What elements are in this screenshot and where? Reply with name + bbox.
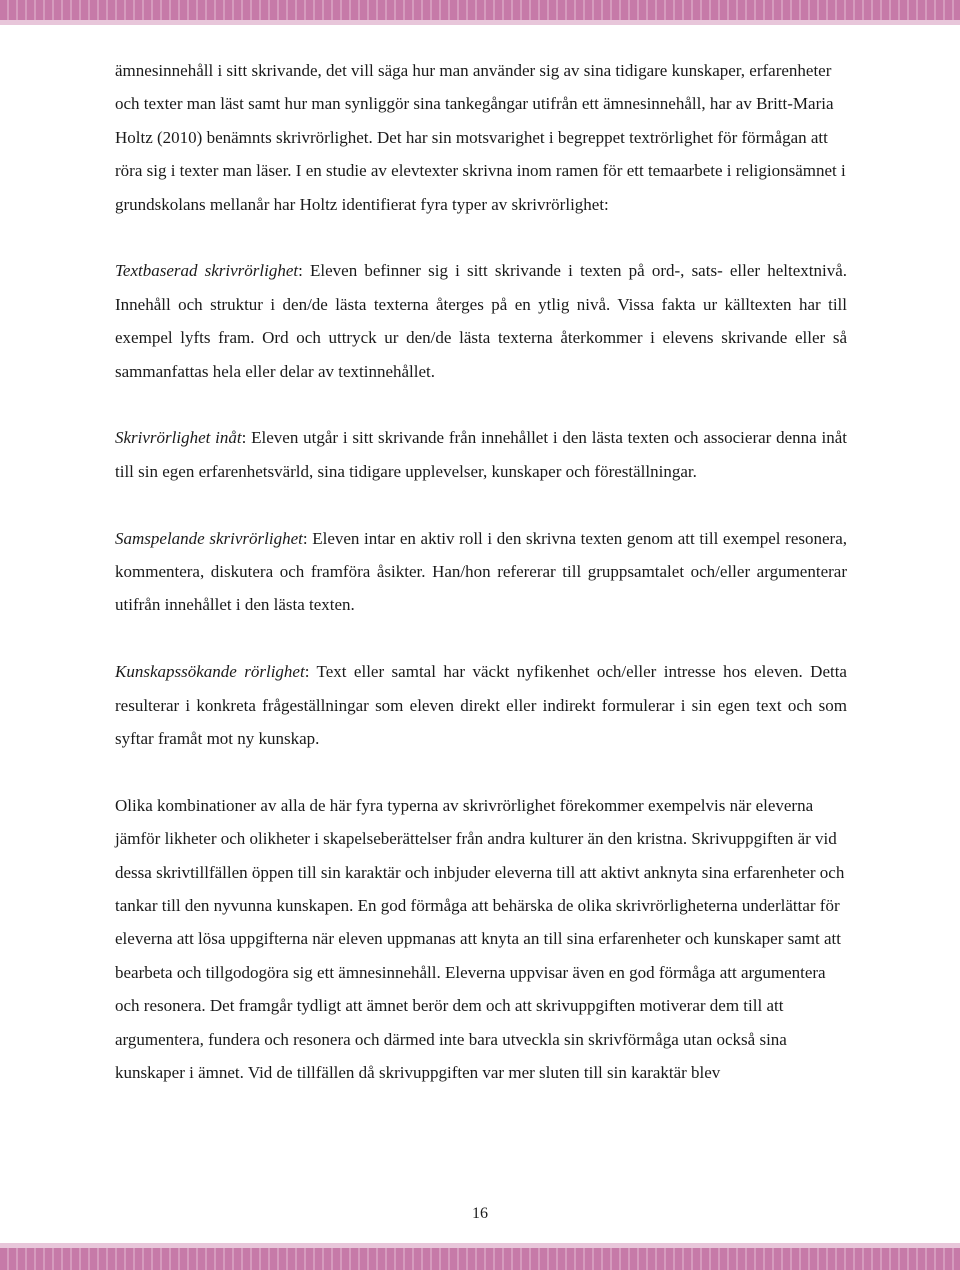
intro-paragraph: ämnesinnehåll i sitt skrivande, det vill säga hur man använder sig av sina tidigare kunskaper, erfarenheter och texter man läst samt hur man synliggör sina tankegångar utifrån ett ämnesinnehåll, har av Britt-Maria Holtz (2010) benämnts skrivrörlighet. Det har sin motsvarighet i begreppet textrörlighet för förmågan att röra sig i texter man läser. I en studie av elevtexter skrivna inom ramen för ett temaarbete i religionsämnet i grundskolans mellanår har Holtz identifierat fyra typer av skrivrörlighet: — [115, 61, 846, 214]
conclusion-paragraph: Olika kombinationer av alla de här fyra typerna av skrivrörlighet förekommer exempelvis när eleverna jämför likheter och olikheter i skapelseberättelser från andra kulturer än den kristna. Skrivuppgiften är vid dessa skrivtillfällen öppen till sin karaktär och inbjuder eleverna till att aktivt anknyta sina erfarenheter och tankar till den nyvunna kunskapen. En god förmåga att behärska de olika skrivrörligheterna underlättar för eleverna att lösa uppgifterna när eleven uppmanas att knyta an till sina erfarenheter och kunskaper samt att bearbeta och tillgodogöra sig ett ämnesinnehåll. Eleverna uppvisar även en god förmåga att argumentera och resonera. Det framgår tydligt att ämnet berör dem och att skrivuppgiften motiverar dem till att argumentera, fundera och resonera och därmed inte bara utveckla sin skrivförmåga utan också sina kunskaper i ämnet. Vid de tillfällen då skrivuppgiften var mer sluten till sin karaktär blev — [115, 795, 845, 1083]
top-decorative-band — [0, 0, 960, 20]
type-description: : Eleven intar en aktiv roll i den skrivna texten genom att till exempel resonera, kommentera, diskutera och framföra åsikter. Han/hon refererar till gruppsamtalet och/eller argumenterar utifrån innehållet i den lästa texten. — [115, 528, 847, 615]
type-term: Kunskapssökande rörlighet — [115, 662, 305, 682]
type-description: : Eleven befinner sig i sitt skrivande i texten på ord-, sats- eller heltextnivå. Innehåll och struktur i den/de lästa texterna återges på en ytlig nivå. Vissa fakta ur källtexten har till exempel lyfts fram. Ord och uttryck ur den/de lästa texterna återkommer i elevens skrivande eller så sammanfattas hela eller delar av textinnehållet. — [115, 261, 847, 381]
type-term: Skrivrörlighet inåt — [115, 428, 242, 448]
type-textbaserad-paragraph — [115, 254, 847, 388]
page-number: 16 — [472, 1205, 488, 1222]
type-samspelande-paragraph — [115, 522, 847, 622]
bottom-decorative-band — [0, 1248, 960, 1270]
top-decorative-line — [0, 20, 960, 25]
type-term: Textbaserad skrivrörlighet — [115, 261, 299, 281]
type-description: : Text eller samtal har väckt nyfikenhet och/eller intresse hos eleven. Detta resulterar i konkreta frågeställningar som eleven direkt eller indirekt formulerar i sin egen text och som syftar framåt mot ny kunskap. — [115, 662, 847, 749]
type-inat-paragraph — [115, 421, 847, 488]
page-body — [115, 54, 847, 1123]
type-description: : Eleven utgår i sitt skrivande från innehållet i den lästa texten och associerar denna inåt till sin egen erfarenhetsvärld, sina tidigare upplevelser, kunskaper och föreställningar. — [115, 428, 847, 481]
type-kunskapssokande-paragraph — [115, 655, 847, 755]
type-term: Samspelande skrivrörlighet — [115, 528, 303, 548]
